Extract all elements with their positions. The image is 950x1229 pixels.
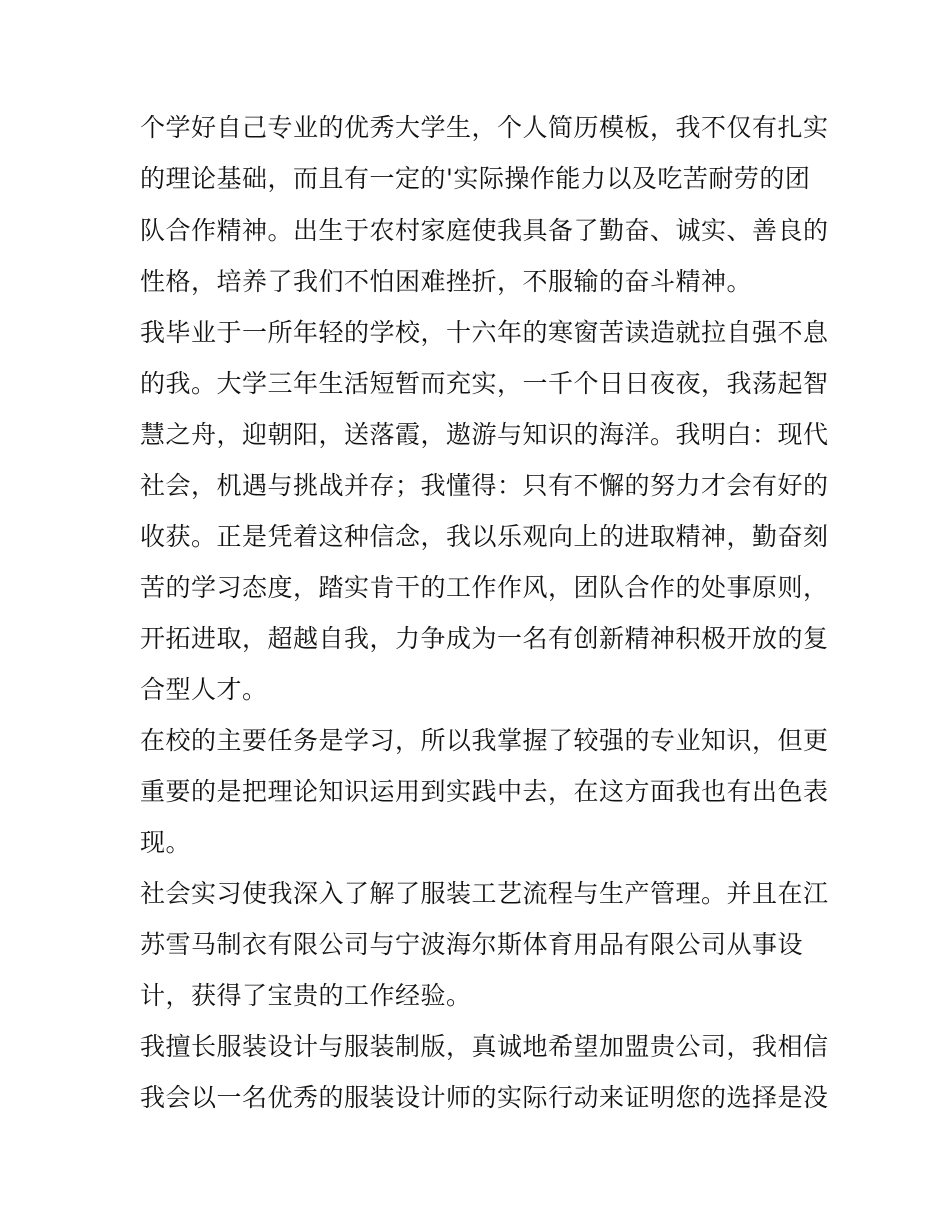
text-line: 的理论基础，而且有一定的'实际操作能力以及吃苦耐劳的团 bbox=[140, 164, 811, 193]
text-line: 苏雪马制衣有限公司与宁波海尔斯体育用品有限公司从事设 bbox=[140, 930, 804, 959]
text-line: 社会实习使我深入了解了服装工艺流程与生产管理。并且在江 bbox=[140, 879, 829, 908]
text-line: 我擅长服装设计与服装制版，真诚地希望加盟贵公司，我相信 bbox=[140, 1032, 829, 1061]
text-line: 重要的是把理论知识运用到实践中去，在这方面我也有出色表 bbox=[140, 777, 829, 806]
text-line: 合型人才。 bbox=[140, 675, 268, 704]
text-line: 队合作精神。出生于农村家庭使我具备了勤奋、诚实、善良的 bbox=[140, 216, 829, 245]
text-line: 收获。正是凭着这种信念，我以乐观向上的进取精神，勤奋刻 bbox=[140, 522, 829, 551]
text-line: 计，获得了宝贵的工作经验。 bbox=[140, 981, 472, 1010]
text-line: 慧之舟，迎朝阳，送落霞，遨游与知识的海洋。我明白：现代 bbox=[140, 420, 829, 449]
text-line: 个学好自己专业的优秀大学生，个人简历模板，我不仅有扎实 bbox=[140, 113, 829, 142]
text-line: 我毕业于一所年轻的学校，十六年的寒窗苦读造就拉自强不息 bbox=[140, 318, 829, 347]
text-line: 开拓进取，超越自我，力争成为一名有创新精神积极开放的复 bbox=[140, 624, 829, 653]
text-line: 性格，培养了我们不怕困难挫折，不服输的奋斗精神。 bbox=[140, 267, 753, 296]
text-line: 社会，机遇与挑战并存；我懂得：只有不懈的努力才会有好的 bbox=[140, 471, 829, 500]
text-line: 苦的学习态度，踏实肯干的工作作风，团队合作的处事原则， bbox=[140, 573, 829, 602]
text-line: 的我。大学三年生活短暂而充实，一千个日日夜夜，我荡起智 bbox=[140, 369, 829, 398]
text-line: 现。 bbox=[140, 828, 192, 857]
text-line: 在校的主要任务是学习，所以我掌握了较强的专业知识，但更 bbox=[140, 726, 829, 755]
text-line: 我会以一名优秀的服装设计师的实际行动来证明您的选择是没 bbox=[140, 1083, 829, 1112]
